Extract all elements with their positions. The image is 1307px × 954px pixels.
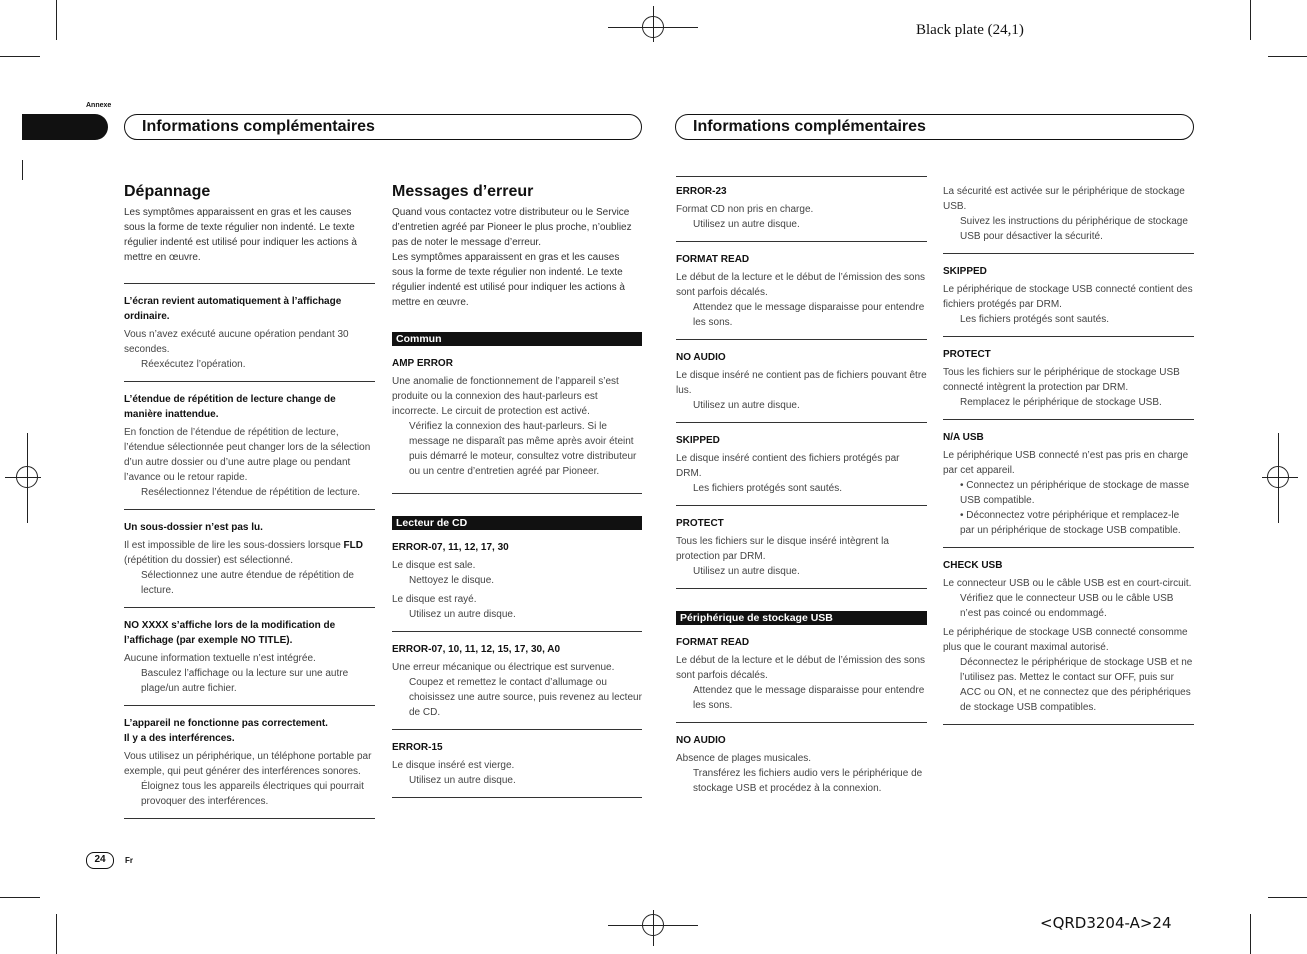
category-header: Commun <box>392 332 642 346</box>
crop-mark <box>1250 914 1251 954</box>
list-item: ERROR-15 Le disque inséré est vierge. Utilisez un autre disque. <box>392 729 642 798</box>
crop-mark <box>56 914 57 954</box>
crop-mark <box>0 56 40 57</box>
list-item: PROTECT Tous les fichiers sur le périphérique de stockage USB connecté intègrent la protection par DRM. Remplacez le périphérique de stockage USB. <box>943 336 1194 419</box>
list-item: Un sous-dossier n’est pas lu. Il est impossible de lire les sous-dossiers lorsque FLD (répétition du dossier) est sélectionné. Sélectionnez une autre étendue de répétition de lecture. <box>124 509 375 607</box>
column-usb-errors <box>943 184 1194 725</box>
list-item: L’écran revient automatiquement à l’affichage ordinaire. Vous n’avez exécuté aucune opération pendant 30 secondes. Réexécutez l’opération. <box>124 283 375 381</box>
annexe-label: Annexe <box>86 102 112 109</box>
depannage-intro: Les symptômes apparaissent en gras et les causes sous la forme de texte régulier non indenté. Le texte régulier indenté est utilisé pour indiquer les actions à mettre en œuvre. <box>124 207 357 263</box>
depannage-title: Dépannage <box>124 183 211 200</box>
list-item: NO AUDIO Absence de plages musicales. Transférez les fichiers audio vers le périphérique de stockage USB et procédez à la connexion. <box>676 722 927 805</box>
column-depannage <box>124 184 375 819</box>
list-item: PROTECT Tous les fichiers sur le disque inséré intègrent la protection par DRM. Utilisez un autre disque. <box>676 505 927 589</box>
column-messages: Messages d’erreur Quand vous contactez votre distributeur ou le Service d’entretien agréé par Pioneer le plus proche, n’oubliez pas de noter le message d’erreur. Les symptômes apparaissent en gras et les causes sous la forme de texte régulier non indenté. Le texte régulier indenté est utilisé pour indiquer les actions à mettre en œuvre. Commun AMP ERROR Une anomalie de fonctionnement de l’appareil s’est produite ou la connexion des haut-parleurs est incorrecte. Le circuit de protection est activé. Vérifiez la connexion des haut-parleurs. Si le message ne disparaît pas même après avoir éteint puis démarré le moteur, consultez votre distributeur ou un centre d’entretien agréé par Pioneer. Lecteur de CD ERROR-07, 11, 12, 17, 30 Le disque est sale. Nettoyez le disque. Le disque est rayé. Utilisez un autre disque. ERROR-07, 10, 11, 12, 15, 17, 30, A0 Une erreur mécanique ou électrique est survenue. Coupez et remettez le contact d’allumage ou choisissez une autre source, puis revenez au lecteur de CD. ERROR-15 Le disque inséré est vierge. Utilisez un autre disque. <box>392 184 642 798</box>
list-item: ERROR-07, 11, 12, 17, 30 Le disque est sale. Nettoyez le disque. Le disque est rayé. Utilisez un autre disque. <box>392 542 516 620</box>
list-item: L’appareil ne fonctionne pas correctement. Il y a des interférences. Vous utilisez un périphérique, un téléphone portable par exemple, qui peut générer des interférences sonores. Éloignez tous les appareils électriques qui pourrait provoquer des interférences. <box>124 705 375 819</box>
crop-mark <box>22 160 23 180</box>
crop-mark <box>0 897 40 898</box>
list-item: FORMAT READ Le début de la lecture et le début de l’émission des sons sont parfois décalés. Attendez que le message disparaisse pour entendre les sons. <box>676 241 927 339</box>
list-item: La sécurité est activée sur le périphérique de stockage USB. Suivez les instructions du périphérique de stockage USB pour désactiver la sécurité. <box>943 186 1188 242</box>
crop-mark <box>1268 897 1307 898</box>
registration-line <box>653 6 654 42</box>
list-item: N/A USB Le périphérique USB connecté n’est pas pris en charge par cet appareil. • Connectez un périphérique de stockage de masse USB compatible. • Déconnectez votre périphérique et remplacez-le par un périphérique de stockage USB compatible. <box>943 419 1194 547</box>
registration-line <box>653 910 654 946</box>
crop-mark <box>1250 0 1251 40</box>
registration-line <box>1262 477 1298 478</box>
language-label: Fr <box>125 856 133 865</box>
document-code: <QRD3204-A>24 <box>1040 914 1172 932</box>
column-errors-cd-usb <box>676 176 927 805</box>
section-bar-right: Informations complémentaires <box>675 114 1194 140</box>
category-header: Périphérique de stockage USB <box>676 611 927 625</box>
list-item: SKIPPED Le disque inséré contient des fichiers protégés par DRM. Les fichiers protégés sont sautés. <box>676 422 927 505</box>
list-item: NO AUDIO Le disque inséré ne contient pas de fichiers pouvant être lus. Utilisez un autre disque. <box>676 339 927 422</box>
category-header: Lecteur de CD <box>392 516 642 530</box>
list-item: SKIPPED Le périphérique de stockage USB connecté contient des fichiers protégés par DRM. Les fichiers protégés sont sautés. <box>943 253 1194 336</box>
page-number: 24 <box>86 852 114 869</box>
messages-title: Messages d’erreur <box>392 183 534 200</box>
black-plate-label: Black plate (24,1) <box>916 22 1024 38</box>
list-item: CHECK USB Le connecteur USB ou le câble USB est en court-circuit. Vérifiez que le connecteur USB ou le câble USB n’est pas coincé ou endommagé. Le périphérique de stockage USB connecté consomme plus que le courant maximal autorisé. Déconnectez le périphérique de stockage USB et ne l’utilisez pas. Mettez le contact sur OFF, puis sur ACC ou ON, et ne connectez que des périphériques de stockage USB compatibles. <box>943 547 1194 725</box>
crop-mark <box>1268 56 1307 57</box>
registration-line <box>1278 433 1279 523</box>
list-item: ERROR-23 Format CD non pris en charge. Utilisez un autre disque. <box>676 176 927 241</box>
list-item: FORMAT READ Le début de la lecture et le début de l’émission des sons sont parfois décalés. Attendez que le message disparaisse pour entendre les sons. <box>676 637 926 711</box>
list-item: ERROR-07, 10, 11, 12, 15, 17, 30, A0 Une erreur mécanique ou électrique est survenue. Coupez et remettez le contact d’allumage ou choisissez une autre source, puis revenez au lecteur de CD. <box>392 631 642 729</box>
list-item: L’étendue de répétition de lecture change de manière inattendue. En fonction de l’étendue de répétition de lecture, l’étendue sélectionnée peut changer lors de la sélection d’un autre dossier ou d’une autre plage ou pendant l’avance ou le retour rapide. Resélectionnez l’étendue de répétition de lecture. <box>124 381 375 509</box>
chapter-tab <box>22 114 108 140</box>
registration-line <box>27 433 28 523</box>
section-bar-left: Informations complémentaires <box>124 114 642 140</box>
registration-line <box>5 477 41 478</box>
crop-mark <box>56 0 57 40</box>
list-item: NO XXXX s’affiche lors de la modification de l’affichage (par exemple NO TITLE). Aucune information textuelle n’est intégrée. Basculez l’affichage ou la lecture sur une autre plage/un autre fichier. <box>124 607 375 705</box>
